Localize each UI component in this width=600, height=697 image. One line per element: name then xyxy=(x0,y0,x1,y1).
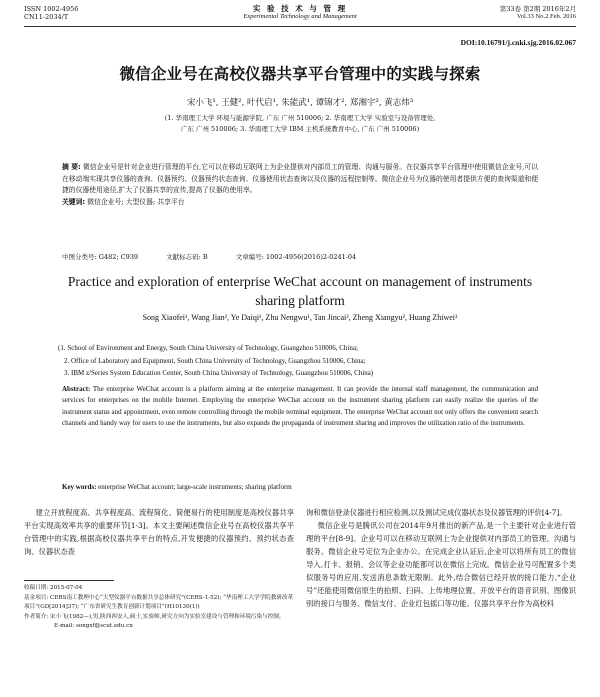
authors-en: Song Xiaofei¹, Wang Jian², Ye Daiqi¹, Zhu Nengwu¹, Tan Jincai², Zheng Xiangyu², Huang Zhiwei³ xyxy=(142,313,458,322)
classification-line xyxy=(62,252,538,261)
keywords-en-text: enterprise WeChat account; large-scale instruments; sharing platform xyxy=(98,483,292,491)
abstract-en-text: The enterprise WeChat account is a platform aiming at the enterprise management. It can provide the internal staff management, the communication and services for enterprises on the mobile Internet. Employing the enterprise WeChat account on the instrument sharing platform can easily realize the queries of the instrument status and appointment, even remote controlling through the mobile terminal equipment. The enterprise WeChat account not only offers the convenient search channels and handy way for users to use the instruments, but also expands the propaganda of instrument sharing and improves the utilization ratio of the instruments. xyxy=(62,385,539,427)
fund-info: 基金项目: CERS南工教理中心“大型仪器平台数据共享总体研究”(CERS-1-52); “华南理工大学学院教研改革项目”(GD[2014]37); “广东省研究生教育创新计划项目”(H10130(1)) xyxy=(24,594,294,611)
clc-number: 中图分类号: G482; C939 xyxy=(62,253,138,261)
journal-name-en: Experimental Technology and Management xyxy=(243,13,357,20)
author-bio: 作者简介: 宋小飞(1982—),男,陕西西安人,硕士,实验师,研究方向为实验室建设与管理和环境污染与控制。 xyxy=(24,613,285,620)
title-cn: 微信企业号在高校仪器共享平台管理中的实践与探索 xyxy=(119,65,481,83)
header-right xyxy=(500,5,576,21)
body-paragraph: 微信企业号是腾讯公司在2014年9月推出的新产品,是一个主要针对企业进行管理的平台[8-9]。企业号可以在移动互联网上为企业提供对内部员工的管理、沟通与服务。微信企业号定位为企业办公。在完成企业认证后,企业可以将所有员工的微信导入,打卡、报销、会议等企业功能都可以在微信上完成。微信企业号可配置多个类似服务号的应用,发送消息条数无限制。此外,结合微信已经开放的接口能力,“企业号”还能使用微信原生的拍照、扫码、上传地理位置、开放平台的语音识别、图像识别的接口与服务、微信支付、企业红包摇口等功能。仪器共享平台作为高校科 xyxy=(306,521,576,608)
authors-cn: 宋小飞¹, 王健², 叶代启¹, 朱能武¹, 谭锦才², 郑湘宇², 黄志炜³ xyxy=(186,98,414,108)
affiliation-en-line: 3. IBM z/Series System Education Center, South China University of Technology, Guangzhou 510006, China) xyxy=(64,369,374,377)
abstract-en xyxy=(62,384,538,429)
keywords-cn xyxy=(62,197,538,209)
journal-header xyxy=(24,4,576,27)
title-en: Practice and exploration of enterprise WeChat account on management of instruments sharing platform xyxy=(67,274,533,308)
footnote-separator xyxy=(24,580,114,581)
keywords-en xyxy=(62,483,538,491)
abstract-cn xyxy=(62,162,538,208)
issn: ISSN 1002-4956 xyxy=(24,5,79,13)
body-paragraph: 询和微信登录仪器进行相应检测,以及测试完成仪器状态及仪器管理的评价[4-7]。 xyxy=(306,508,567,517)
issue-en: Vol.33 No.2 Feb. 2016 xyxy=(516,13,576,20)
affiliation-cn-line: 广东 广州 510006; 3. 华南理工大学 IBM 主机系统教育中心, 广东 广州 510006) xyxy=(180,125,420,133)
affiliations-en xyxy=(58,342,540,380)
keywords-en-label: Key words: xyxy=(62,483,97,491)
affiliation-en-line: 2. Office of Laboratory and Equipment, South China University of Technology, Guangzhou 510006, China; xyxy=(64,356,366,365)
journal-name-cn: 实 验 技 术 与 管 理 xyxy=(252,4,348,13)
cn-number: CN11-2034/T xyxy=(24,13,69,21)
body-left-column: 建立开放程度高、共享程度高、流程简化、简便易行的使用制度是高校仪器共享平台实现高效率共享的重要环节[1-3]。本文主要阐述微信企业号在高校仪器共享平台管理中的实践,根据高校仪器共享平台的特点,开发便捷的仪器预约、预约状态查询、仪器状态查 xyxy=(24,508,294,556)
received-date: 收稿日期: 2015-07-04 xyxy=(24,585,83,591)
affiliation-cn-line: (1. 华南理工大学 环境与能源学院, 广东 广州 510006; 2. 华南理工大学 实验室与设备管理处, xyxy=(164,114,436,122)
document-code: 文献标志码: B xyxy=(166,253,208,261)
author-email: E-mail: songxf@scut.edu.cn xyxy=(54,623,133,630)
keywords-cn-text: 微信企业号; 大型仪器; 共享平台 xyxy=(87,197,185,206)
doi: DOI:10.16791/j.cnki.sjg.2016.02.067 xyxy=(460,38,576,47)
abstract-cn-label: 摘 要: xyxy=(62,163,81,171)
article-number: 文章编号: 1002-4956(2016)2-0241-04 xyxy=(235,253,357,261)
issue-cn: 第33卷 第2期 2016年2月 xyxy=(499,5,576,13)
footnotes xyxy=(24,584,294,632)
header-center xyxy=(24,5,576,21)
keywords-cn-label: 关键词: xyxy=(62,197,86,206)
abstract-cn-text: 微信企业号是针对企业进行管理的平台,它可以在移动互联网上为企业提供对内部员工的管理、沟通与服务。在仪器共享平台管理中使用微信企业号,可以在移动端实现共享仪器的查询、仪器预约、仪器预约状态查询、仪器使用状态查询以及仪器的远程控制等。微信企业号为仪器的使用者提供方便的查询渠道和便捷的仪器使用途径,扩大了仪器共享的宣传,提高了仪器的使用率。 xyxy=(62,163,538,194)
affiliations-cn xyxy=(70,113,530,135)
body-right-column xyxy=(306,506,576,610)
affiliation-en-line: (1. School of Environment and Energy, South China University of Technology, Guangzhou 510006, China; xyxy=(58,344,358,352)
abstract-en-label: Abstract: xyxy=(62,385,91,393)
